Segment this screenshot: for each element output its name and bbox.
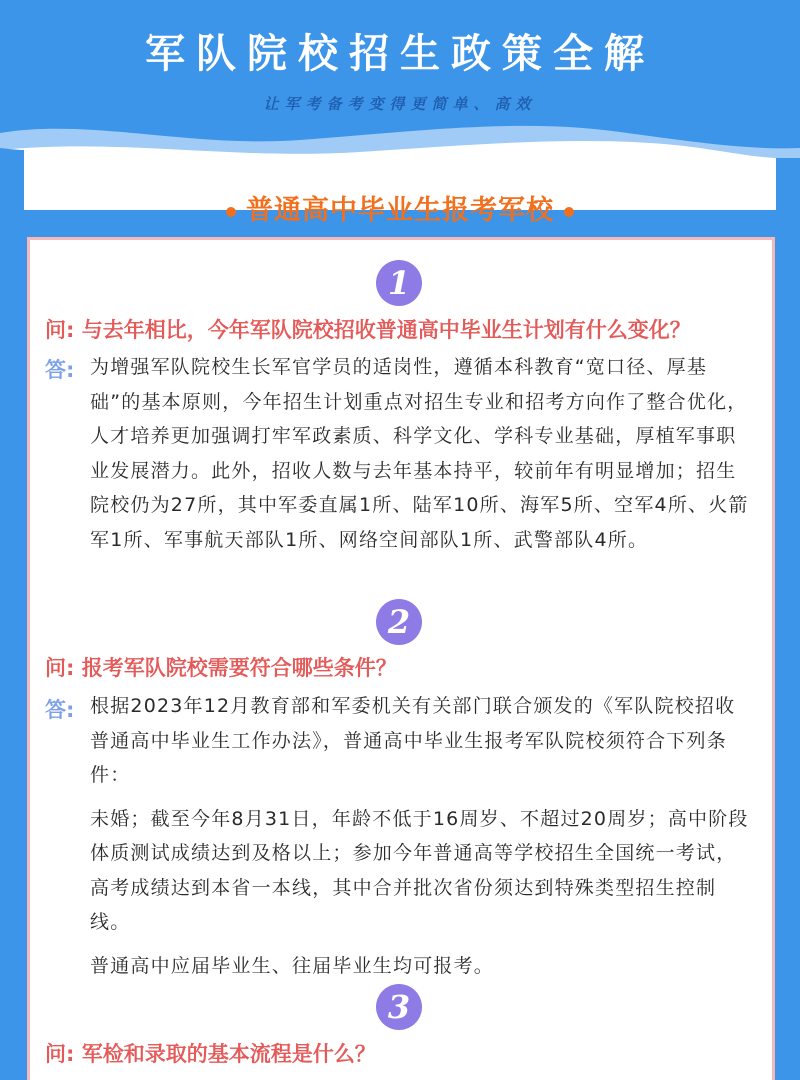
heading-dot-left [226, 207, 236, 217]
answer-paragraph: 为增强军队院校生长军官学员的适岗性，遵循本科教育“宽口径、厚基础”的基本原则，今年招生计划重点对招生专业和招考方向作了整合优化，人才培养更加强调打牢军政素质、科学文化、学科专业基础，厚植军事职业发展潜力。此外，招收人数与去年基本持平，较前年有明显增加；招生院校仍为27所，其中军委直属1所、陆军10所、海军5所、空军4所、火箭军1所、军事航天部队1所、网络空间部队1所、武警部队4所。 [90, 356, 749, 551]
question-2 [45, 652, 397, 682]
question-label: 问: [45, 1042, 75, 1066]
header-banner [0, 0, 800, 210]
answer-1 [90, 350, 750, 557]
number-badge-3: 3 [376, 984, 422, 1030]
question-label: 问: [45, 656, 75, 680]
question-1 [45, 314, 691, 344]
answer-label-2: 答: [45, 698, 75, 722]
question-text: 军检和录取的基本流程是什么？ [81, 1042, 376, 1066]
heading-dot-right [564, 207, 574, 217]
question-text: 与去年相比，今年军队院校招收普通高中毕业生计划有什么变化？ [81, 318, 691, 342]
number-badge-1: 1 [376, 260, 422, 306]
question-label: 问: [45, 318, 75, 342]
question-3 [45, 1038, 376, 1068]
answer-label-1: 答: [45, 358, 75, 382]
section-heading-text: 普通高中毕业生报考军校 [246, 195, 554, 226]
answer-2 [90, 689, 750, 983]
question-text: 报考军队院校需要符合哪些条件？ [81, 656, 397, 680]
answer-paragraph: 普通高中应届毕业生、往届毕业生均可报考。 [90, 954, 495, 977]
answer-paragraph: 未婚；截至今年8月31日，年龄不低于16周岁、不超过20周岁；高中阶段体质测试成绩达到及格以上；参加今年普通高等学校招生全国统一考试，高考成绩达到本省一本线，其中合并批次省份须达到特殊类型招生控制线。 [90, 807, 749, 933]
answer-paragraph: 根据2023年12月教育部和军委机关有关部门联合颁发的《军队院校招收普通高中毕业生工作办法》，普通高中毕业生报考军队院校须符合下列条件： [90, 695, 736, 786]
page-title: 军队院校招生政策全解 [145, 31, 655, 77]
section-heading [0, 188, 800, 227]
page-subtitle: 让军考备考变得更简单、高效 [263, 95, 537, 113]
number-badge-2: 2 [376, 599, 422, 645]
